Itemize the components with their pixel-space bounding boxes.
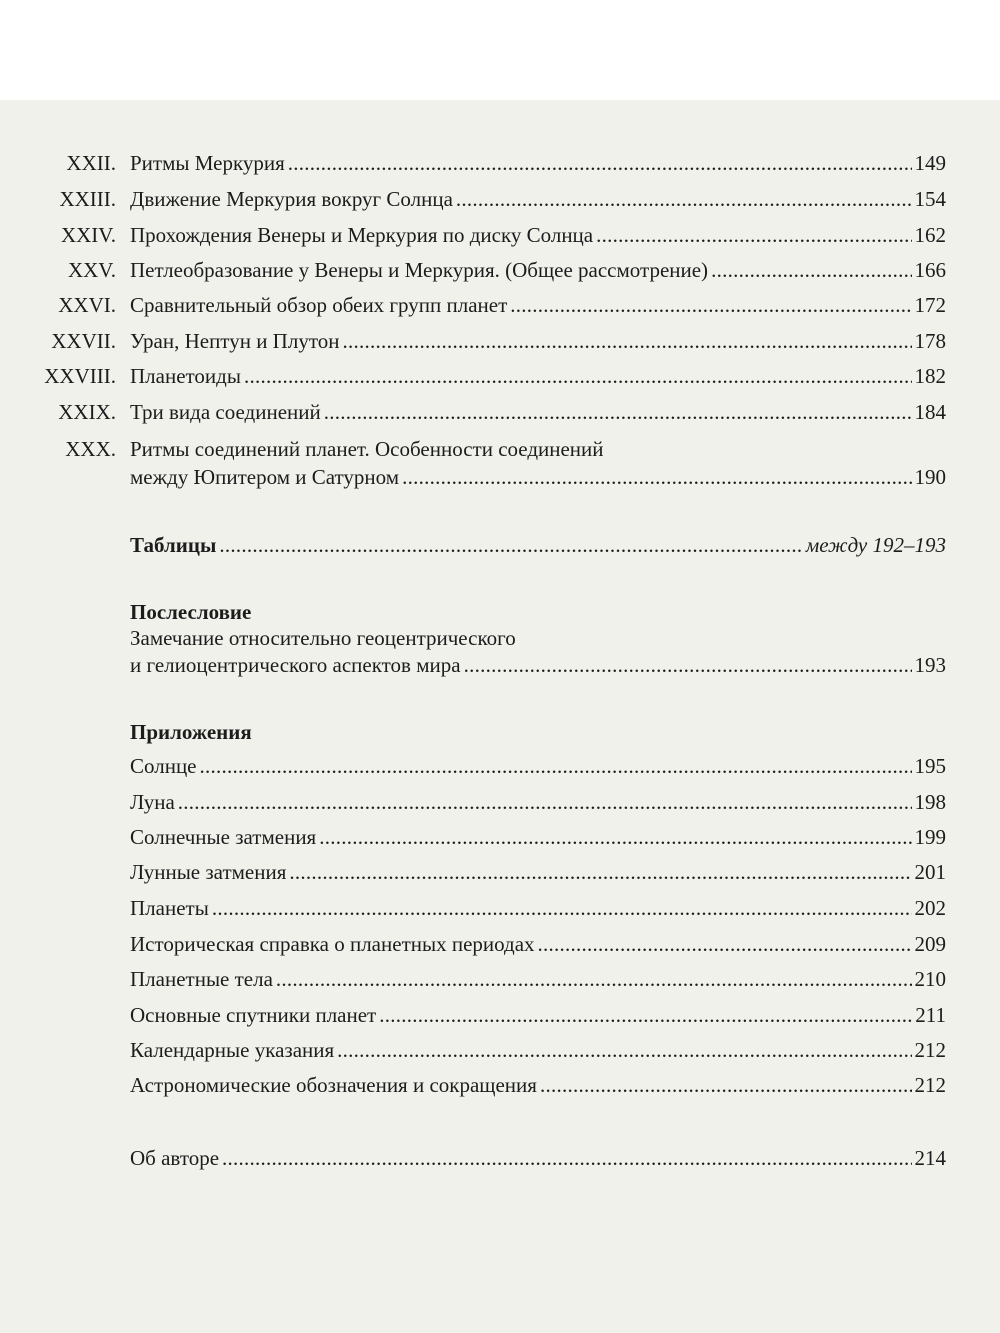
toc-entry xyxy=(60,222,946,248)
chapter-title-continued: между Юпитером и Сатурном xyxy=(130,465,400,489)
appendix-title: Астрономические обозначения и сокращения xyxy=(130,1073,537,1097)
toc-entry xyxy=(130,859,946,885)
page-number: 166 xyxy=(914,258,946,282)
toc-entry xyxy=(130,1072,946,1098)
dot-leader xyxy=(379,1002,912,1028)
dot-leader xyxy=(596,222,911,248)
page-number: 184 xyxy=(914,400,946,424)
chapter-title: Ритмы Меркурия xyxy=(130,151,285,175)
appendix-title: Планетные тела xyxy=(130,967,273,991)
appendix-title: Основные спутники планет xyxy=(130,1003,377,1027)
page-number: 198 xyxy=(914,790,946,814)
chapter-number: XXIX. xyxy=(58,400,116,424)
dot-leader xyxy=(222,1145,911,1171)
toc-entry xyxy=(130,464,946,490)
dot-leader xyxy=(276,966,912,992)
dot-leader xyxy=(510,292,911,318)
page-number: 201 xyxy=(914,860,946,884)
toc-entry xyxy=(130,1145,946,1171)
chapter-title: Планетоиды xyxy=(130,364,241,388)
dot-leader xyxy=(538,931,912,957)
toc-entry xyxy=(44,363,946,389)
chapter-title: Петлеобразование у Венеры и Меркурия. (Общее рассмотрение) xyxy=(130,258,709,282)
toc-entry xyxy=(58,399,946,425)
dot-leader xyxy=(244,363,912,389)
afterword-title: и гелиоцентрического аспектов мира xyxy=(130,653,461,677)
page-number: 212 xyxy=(914,1073,946,1097)
chapter-number: XXVII. xyxy=(51,329,116,353)
chapter-number: XXVIII. xyxy=(44,364,116,388)
page-number: 212 xyxy=(914,1038,946,1062)
toc-entry xyxy=(58,292,946,318)
dot-leader xyxy=(212,895,912,921)
page-number: 210 xyxy=(914,967,946,991)
chapter-number: XXII. xyxy=(66,151,116,175)
dot-leader xyxy=(342,328,911,354)
dot-leader xyxy=(288,150,912,176)
dot-leader xyxy=(219,532,803,558)
appendix-title: Солнце xyxy=(130,754,197,778)
dot-leader xyxy=(324,399,912,425)
dot-leader xyxy=(540,1072,912,1098)
afterword-heading: Послесловие xyxy=(130,600,252,624)
dot-leader xyxy=(464,652,912,678)
page-number: 178 xyxy=(914,329,946,353)
dot-leader xyxy=(711,257,911,283)
toc-entry xyxy=(130,652,946,678)
page-number: 195 xyxy=(914,754,946,778)
toc-entry xyxy=(130,753,946,779)
page-number: между 192–193 xyxy=(805,533,946,557)
toc-entry xyxy=(51,328,946,354)
toc-entry xyxy=(130,789,946,815)
toc-entry xyxy=(130,966,946,992)
about-author-title: Об авторе xyxy=(130,1146,220,1170)
toc-entry-line1 xyxy=(65,436,946,462)
dot-leader xyxy=(337,1037,911,1063)
toc-entry xyxy=(130,824,946,850)
toc-entry-tables xyxy=(130,532,946,558)
tables-title: Таблицы xyxy=(130,533,217,557)
afterword-line: Замечание относительно геоцентрического xyxy=(130,626,516,650)
dot-leader xyxy=(289,859,911,885)
toc-entry xyxy=(130,931,946,957)
appendix-title: Планеты xyxy=(130,896,209,920)
page-number: 193 xyxy=(914,653,946,677)
toc-entry xyxy=(59,186,946,212)
appendix-title: Календарные указания xyxy=(130,1038,335,1062)
dot-leader xyxy=(178,789,912,815)
chapter-title: Три вида соединений xyxy=(130,400,321,424)
page-number: 162 xyxy=(914,223,946,247)
chapter-number: XXVI. xyxy=(58,293,116,317)
toc-entry xyxy=(130,1002,946,1028)
page-number: 154 xyxy=(914,187,946,211)
appendix-title: Историческая справка о планетных периодах xyxy=(130,932,535,956)
page-number: 149 xyxy=(914,151,946,175)
toc-entry xyxy=(130,895,946,921)
appendix-title: Лунные затмения xyxy=(130,860,287,884)
dot-leader xyxy=(200,753,912,779)
chapter-title: Движение Меркурия вокруг Солнца xyxy=(130,187,453,211)
page-number: 202 xyxy=(914,896,946,920)
chapter-number: XXX. xyxy=(65,437,116,461)
appendix-title: Солнечные затмения xyxy=(130,825,317,849)
dot-leader xyxy=(402,464,911,490)
page-number: 172 xyxy=(914,293,946,317)
dot-leader xyxy=(456,186,912,212)
appendices-heading: Приложения xyxy=(130,720,252,744)
toc-entry xyxy=(130,1037,946,1063)
appendix-title: Луна xyxy=(130,790,175,814)
toc-entry xyxy=(67,257,946,283)
page-number: 214 xyxy=(914,1146,946,1170)
toc-entry xyxy=(66,150,946,176)
chapter-number: XXIV. xyxy=(60,223,116,247)
chapter-title: Уран, Нептун и Плутон xyxy=(130,329,340,353)
page-number: 182 xyxy=(914,364,946,388)
chapter-number: XXIII. xyxy=(59,187,116,211)
page-number: 199 xyxy=(914,825,946,849)
chapter-number: XXV. xyxy=(67,258,116,282)
page-number: 190 xyxy=(914,465,946,489)
page-number: 211 xyxy=(915,1003,946,1027)
chapter-title: Ритмы соединений планет. Особенности соединений xyxy=(130,437,604,461)
dot-leader xyxy=(319,824,911,850)
chapter-title: Сравнительный обзор обеих групп планет xyxy=(130,293,508,317)
chapter-title: Прохождения Венеры и Меркурия по диску Солнца xyxy=(130,223,594,247)
page-number: 209 xyxy=(914,932,946,956)
